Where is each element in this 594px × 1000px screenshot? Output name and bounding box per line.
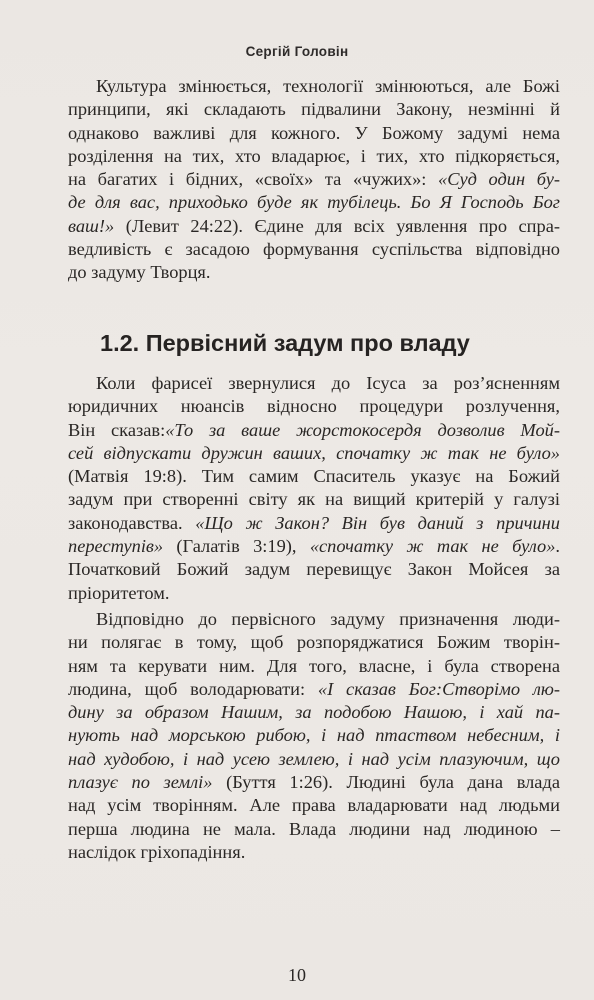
- text-line: ваш!» (Левит 24:22). Єдине для всіх уявлення про спра-: [68, 215, 560, 236]
- text-line: юридичних нюансів відносно процедури розлучення,: [68, 396, 560, 417]
- text-line: на багатих і бідних, «своїх» та «чужих»: «Суд один бу-: [68, 169, 561, 190]
- text-line: [68, 701, 560, 724]
- scripture-quote: де для вас, приходько буде як тубілець. Бо Я Господь Бог: [68, 192, 560, 213]
- text-line: [68, 442, 560, 465]
- scripture-quote: «І сказав Бог:Створімо лю-: [317, 678, 560, 699]
- scripture-quote: сей відпускати дружин ваших, спочатку ж так не було»: [68, 442, 560, 463]
- paragraph-pharisees: [68, 372, 560, 605]
- scripture-quote: ваш!»: [68, 215, 115, 236]
- scripture-quote: плазує по землі»: [68, 772, 213, 793]
- text-line: переступів» (Галатів 3:19), «спочатку ж так не було».: [68, 536, 560, 557]
- scripture-quote: дину за образом Нашим, за подобою Нашою, і хай па-: [68, 702, 560, 723]
- running-head: Сергій Головін: [245, 44, 349, 59]
- scripture-quote: «спочатку ж так не було»: [309, 536, 556, 557]
- page-number: 10: [288, 965, 306, 985]
- text-line: плазує по землі» (Буття 1:26). Людині була дана влада: [68, 772, 560, 793]
- text-line: ведливість є засадою формування суспільства відповідно: [68, 239, 560, 260]
- paragraph-culture: [68, 75, 560, 285]
- text-line: людина, щоб володарювати: «І сказав Бог:Створімо лю-: [68, 678, 560, 699]
- text-line: [68, 748, 560, 771]
- scripture-quote: «Що ж Закон? Він був даний з причини: [195, 512, 560, 533]
- text-line: Відповідно до первісного задуму призначення люди-: [96, 609, 560, 629]
- scripture-quote: нують над морською рибою, і над птаством небесним, і: [68, 725, 560, 746]
- text-line: пріоритетом.: [68, 582, 170, 603]
- scripture-quote: переступів»: [68, 536, 164, 557]
- text-line: (Матвія 19:8). Тим самим Спаситель указує на Божий: [68, 466, 560, 487]
- text-line: принципи, які складають підвалини Закону, незмінні й: [68, 99, 560, 120]
- scripture-quote: над худобою, і над усею землею, і над усім плазуючим, що: [68, 748, 560, 769]
- text-line: наслідок гріхопадіння.: [68, 841, 246, 862]
- text-line: до задуму Творця.: [68, 262, 211, 283]
- text-line: задум при створенні світу як на вищий критерій у галузі: [68, 489, 560, 510]
- section-heading: 1.2. Первісний задум про владу: [100, 330, 470, 356]
- text-line: розділення на тих, хто владарює, і тих, хто підкоряється,: [68, 145, 560, 166]
- text-line: Культура змінюється, технології змінюються, але Божі: [96, 76, 560, 96]
- text-line: [68, 191, 560, 214]
- text-line: Він сказав:«То за ваше жорстокосердя дозволив Мой-: [68, 419, 560, 440]
- scripture-quote: «Суд один бу-: [438, 169, 561, 190]
- paragraph-original-design: [68, 608, 560, 864]
- text-line: [68, 724, 560, 747]
- text-line: законодавства. «Що ж Закон? Він був даний з причини: [68, 512, 560, 533]
- text-line: Початковий Божий задум перевищує Закон Мойсея за: [68, 559, 560, 580]
- text-line: перша людина не мала. Влада людини над людиною –: [68, 818, 560, 839]
- text-line: ням та керувати ним. Для того, власне, і була створена: [68, 655, 560, 676]
- text-line: ни полягає в тому, щоб розпоряджатися Божим творін-: [68, 632, 560, 653]
- text-line: над усім творінням. Але права владарювати над людьми: [68, 795, 560, 816]
- text-line: Коли фарисеї звернулися до Ісуса за роз’ясненням: [96, 373, 560, 393]
- text-line: однаково важливі для кожного. У Божому задумі нема: [68, 122, 560, 143]
- scripture-quote: «То за ваше жорстокосердя дозволив Мой-: [165, 419, 560, 440]
